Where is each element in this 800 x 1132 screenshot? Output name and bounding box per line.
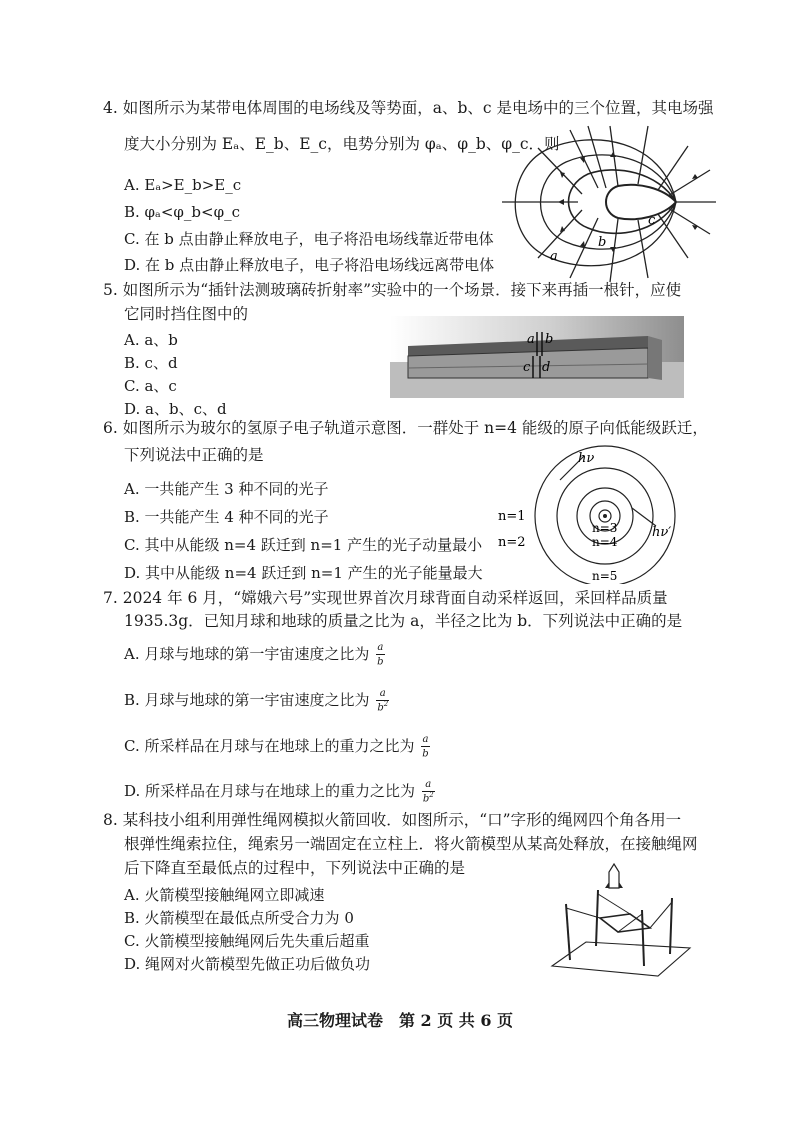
q7-option-d-fraction: $\frac{a}{b^2}$ <box>422 779 434 804</box>
label-n5: n=5 <box>592 569 618 583</box>
label-n1: n=1 <box>498 509 526 524</box>
glass-side-face <box>648 336 662 380</box>
q7-option-c-text: C. 所采样品在月球与在地球上的重力之比为 <box>124 737 415 756</box>
q8-option-d: D. 绳网对火箭模型先做正功后做负功 <box>124 955 371 973</box>
post-3 <box>670 898 672 954</box>
q6-option-b: B. 一共能产生 4 种不同的光子 <box>124 508 329 526</box>
label-pin-a: a <box>527 332 535 347</box>
q7-option-c <box>124 735 430 759</box>
q4-option-c: C. 在 b 点由静止释放电子，电子将沿电场线靠近带电体 <box>124 230 494 248</box>
q7-stem-line1: 7. 2024 年 6 月，“嫦娥六号”实现世界首次月球背面自动采样返回，采回样品质量 <box>103 589 668 607</box>
q4-option-d: D. 在 b 点由静止释放电子，电子将沿电场线远离带电体 <box>124 256 495 274</box>
q8-option-c: C. 火箭模型接触绳网后先失重后超重 <box>124 932 370 950</box>
label-hv: hν <box>578 451 595 466</box>
label-c: c <box>648 213 656 228</box>
post-1 <box>566 904 570 960</box>
label-b: b <box>598 235 607 250</box>
q6-option-a: A. 一共能产生 3 种不同的光子 <box>124 480 329 498</box>
label-hv-prime: hν′ <box>652 525 672 540</box>
q8-option-a: A. 火箭模型接触绳网立即减速 <box>124 886 325 904</box>
q5-stem-line1: 5. 如图所示为“插针法测玻璃砖折射率”实验中的一个场景．接下来再插一根针，应使 <box>103 281 682 299</box>
q8-option-b: B. 火箭模型在最低点所受合力为 0 <box>124 909 354 927</box>
nucleus <box>603 514 607 518</box>
label-n3: n=3 <box>592 521 618 535</box>
q7-option-a <box>124 643 385 667</box>
q6-option-c: C. 其中从能级 n=4 跃迁到 n=1 产生的光子动量最小 <box>124 536 483 554</box>
page-footer: 高三物理试卷 第 2 页 共 6 页 <box>286 1011 514 1030</box>
rocket-net-figure <box>546 862 694 978</box>
post-4 <box>642 910 644 966</box>
q8-stem-line2: 根弹性绳索拉住，绳索另一端固定在立柱上．将火箭模型从某高处释放，在接触绳网 <box>124 835 698 853</box>
q7-option-b-text: B. 月球与地球的第一宇宙速度之比为 <box>124 691 370 710</box>
q7-option-a-text: A. 月球与地球的第一宇宙速度之比为 <box>124 645 370 664</box>
q7-option-b <box>124 689 389 713</box>
q6-stem-line1: 6. 如图所示为玻尔的氢原子电子轨道示意图．一群处于 n=4 能级的原子向低能级跃迁， <box>103 419 708 437</box>
q8-stem-line3: 后下降直至最低点的过程中，下列说法中正确的是 <box>124 859 466 877</box>
q7-option-a-fraction: $\frac{a}{b}$ <box>377 642 384 667</box>
label-n2: n=2 <box>498 535 526 550</box>
post-2 <box>596 890 598 946</box>
label-pin-b: b <box>545 332 554 347</box>
q5-option-b: B. c、d <box>124 354 178 372</box>
q8-stem-line1: 8. 某科技小组利用弹性绳网模拟火箭回收．如图所示，“口”字形的绳网四个角各用一 <box>103 811 682 829</box>
electric-field-figure <box>498 118 720 284</box>
q4-stem-line2: 度大小分别为 Eₐ、E_b、E_c，电势分别为 φₐ、φ_b、φ_c．则 <box>124 135 560 153</box>
q4-option-b: B. φₐ<φ_b<φ_c <box>124 203 240 221</box>
q6-stem-line2: 下列说法中正确的是 <box>124 446 264 464</box>
q5-stem-line2: 它同时挡住图中的 <box>124 305 249 323</box>
q7-option-b-fraction: $\frac{a}{b^2}$ <box>377 688 389 713</box>
q4-stem-line1: 4. 如图所示为某带电体周围的电场线及等势面，a、b、c 是电场中的三个位置，其电场强 <box>103 99 714 117</box>
label-pin-c: c <box>523 360 531 375</box>
q4-option-a: A. Eₐ>E_b>E_c <box>124 176 242 194</box>
bohr-model-figure <box>492 440 692 584</box>
glass-brick-photo <box>390 316 684 398</box>
q5-option-d: D. a、b、c、d <box>124 400 227 418</box>
label-a: a <box>550 249 558 264</box>
q6-option-d: D. 其中从能级 n=4 跃迁到 n=1 产生的光子能量最大 <box>124 564 483 582</box>
q5-option-a: A. a、b <box>124 331 178 349</box>
label-pin-d: d <box>542 360 551 375</box>
q7-option-d <box>124 780 435 804</box>
q7-stem-line2: 1935.3g．已知月球和地球的质量之比为 a，半径之比为 b．下列说法中正确的是 <box>124 612 683 630</box>
q5-option-c: C. a、c <box>124 377 177 395</box>
q7-option-c-fraction: $\frac{a}{b}$ <box>422 734 429 759</box>
q7-option-d-text: D. 所采样品在月球与在地球上的重力之比为 <box>124 782 416 801</box>
rocket-model <box>605 864 623 888</box>
label-n4: n=4 <box>592 535 618 549</box>
